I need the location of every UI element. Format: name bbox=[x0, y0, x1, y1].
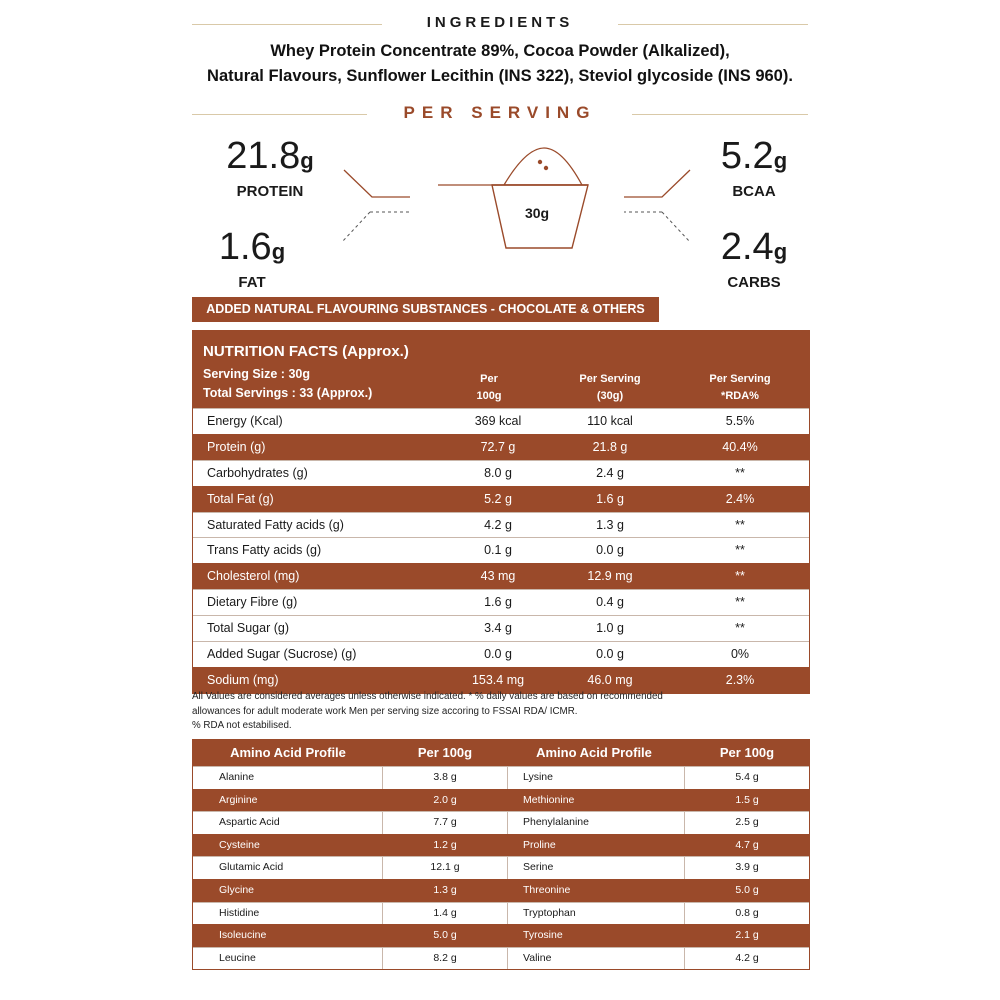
protein-label: PROTEIN bbox=[236, 183, 304, 200]
amino-value: 5.0 g bbox=[433, 929, 457, 942]
nutrition-footnote bbox=[192, 690, 808, 734]
col-rda bbox=[675, 371, 805, 405]
rda-value: ** bbox=[735, 595, 745, 610]
amino-value: 8.2 g bbox=[433, 951, 457, 964]
rda-value: ** bbox=[735, 621, 745, 636]
nutrient-name: Protein (g) bbox=[207, 439, 266, 454]
fat-label: FAT bbox=[238, 274, 266, 291]
per-100g-value: 369 kcal bbox=[474, 414, 522, 428]
amino-head-name-right: Amino Acid Profile bbox=[536, 745, 652, 760]
per-serving-value: 12.9 mg bbox=[587, 569, 633, 584]
per-serving-value: 2.4 g bbox=[596, 465, 624, 480]
per-100g-value: 0.1 g bbox=[484, 543, 512, 558]
amino-name: Arginine bbox=[219, 793, 258, 806]
flavouring-banner: ADDED NATURAL FLAVOURING SUBSTANCES - CHOCOLATE & OTHERS bbox=[192, 297, 659, 322]
amino-name: Proline bbox=[523, 838, 556, 851]
table-row bbox=[193, 460, 809, 486]
amino-name: Phenylalanine bbox=[523, 816, 589, 829]
amino-header bbox=[193, 740, 809, 766]
amino-body bbox=[193, 766, 809, 969]
amino-value: 2.5 g bbox=[735, 816, 759, 829]
nutrition-facts-table bbox=[192, 330, 810, 694]
amino-name: Methionine bbox=[523, 793, 575, 806]
footnote-line-1: All Values are considered averages unless otherwise indicated. * % daily values are based on recommended bbox=[192, 691, 663, 702]
table-row bbox=[193, 924, 809, 947]
total-servings: Total Servings : 33 (Approx.) bbox=[203, 386, 373, 400]
per-100g-value: 8.0 g bbox=[484, 465, 512, 480]
amino-value: 3.9 g bbox=[735, 861, 759, 874]
rda-value: 2.4% bbox=[725, 491, 755, 506]
amino-name: Alanine bbox=[219, 771, 255, 783]
table-row bbox=[193, 563, 809, 589]
col-per-serving-line1: Per Serving bbox=[579, 373, 641, 385]
rda-value: ** bbox=[735, 543, 745, 558]
per-100g-value: 4.2 g bbox=[484, 517, 512, 532]
table-row bbox=[193, 667, 809, 693]
table-row bbox=[193, 766, 809, 789]
amino-name: Aspartic Acid bbox=[219, 816, 280, 829]
amino-value: 5.0 g bbox=[735, 883, 759, 896]
col-rda-line1: Per Serving bbox=[709, 373, 771, 385]
amino-value: 1.2 g bbox=[433, 838, 457, 851]
amino-name: Serine bbox=[523, 861, 554, 874]
table-row bbox=[193, 641, 809, 667]
amino-acid-table bbox=[192, 739, 810, 970]
amino-value: 5.4 g bbox=[735, 771, 759, 783]
col-per-serving bbox=[545, 371, 675, 405]
amino-name: Valine bbox=[523, 951, 552, 964]
per-100g-value: 43 mg bbox=[480, 569, 516, 584]
footnote-line-2: allowances for adult moderate work Men per serving size accoring to FSSAI RDA/ ICMR. bbox=[192, 705, 578, 717]
nutrient-name: Carbohydrates (g) bbox=[207, 465, 308, 480]
scoop-label: 30g bbox=[524, 205, 550, 221]
table-row bbox=[193, 615, 809, 641]
nutrient-name: Total Fat (g) bbox=[207, 491, 274, 506]
amino-value: 12.1 g bbox=[430, 861, 460, 874]
table-row bbox=[193, 486, 809, 512]
per-100g-value: 72.7 g bbox=[480, 439, 516, 454]
per-serving-value: 0.0 g bbox=[596, 543, 624, 558]
table-row bbox=[193, 811, 809, 834]
per-serving-value: 0.4 g bbox=[596, 595, 624, 610]
amino-name: Tyrosine bbox=[523, 929, 563, 942]
serving-size: Serving Size : 30g bbox=[203, 367, 310, 381]
per-serving-value: 1.6 g bbox=[596, 491, 624, 506]
amino-name: Isoleucine bbox=[219, 929, 267, 942]
rda-value: 40.4% bbox=[722, 439, 758, 454]
amino-value: 1.4 g bbox=[433, 906, 457, 919]
nutrition-title: NUTRITION FACTS (Approx.) bbox=[203, 343, 409, 360]
nutrient-name: Total Sugar (g) bbox=[207, 621, 289, 636]
col-per-100g-line1: Per bbox=[480, 373, 498, 385]
rda-value: 5.5% bbox=[725, 414, 755, 428]
amino-value: 2.1 g bbox=[735, 929, 759, 942]
per-serving-title: PER SERVING bbox=[403, 103, 597, 122]
per-serving-value: 110 kcal bbox=[587, 414, 633, 428]
ingredients-line-1: Whey Protein Concentrate 89%, Cocoa Powder (Alkalized), bbox=[270, 42, 730, 60]
per-100g-value: 1.6 g bbox=[484, 595, 512, 610]
rda-value: ** bbox=[735, 569, 745, 584]
nutrient-name: Trans Fatty acids (g) bbox=[207, 543, 322, 558]
carbs-unit: g bbox=[773, 239, 788, 264]
col-per-100g bbox=[433, 371, 545, 405]
nutrient-name: Dietary Fibre (g) bbox=[207, 595, 298, 610]
amino-value: 3.8 g bbox=[433, 771, 457, 783]
amino-value: 7.7 g bbox=[433, 816, 457, 829]
carbs-value: 2.4 bbox=[720, 226, 774, 268]
amino-head-name-left: Amino Acid Profile bbox=[230, 745, 346, 760]
nutrient-name: Energy (Kcal) bbox=[207, 414, 283, 428]
fat-unit: g bbox=[271, 239, 286, 264]
per-100g-value: 153.4 mg bbox=[471, 672, 525, 687]
nutrient-name: Added Sugar (Sucrose) (g) bbox=[207, 647, 357, 662]
table-row bbox=[193, 879, 809, 902]
rda-value: 0% bbox=[730, 647, 750, 662]
per-serving-value: 0.0 g bbox=[596, 647, 624, 662]
bcaa-label: BCAA bbox=[732, 183, 776, 200]
fat-value: 1.6 bbox=[218, 226, 272, 268]
fat-block bbox=[218, 227, 286, 291]
per-100g-value: 3.4 g bbox=[484, 621, 512, 636]
table-row bbox=[193, 902, 809, 925]
carbs-label: CARBS bbox=[727, 274, 781, 291]
scoop-icon bbox=[438, 148, 588, 248]
col-per-serving-line2: (30g) bbox=[596, 390, 624, 402]
col-per-100g-line2: 100g bbox=[476, 390, 502, 402]
per-serving-value: 21.8 g bbox=[592, 439, 628, 454]
ingredients-line-2: Natural Flavours, Sunflower Lecithin (INS 322), Steviol glycoside (INS 960). bbox=[207, 67, 793, 85]
table-row bbox=[193, 856, 809, 879]
amino-value: 0.8 g bbox=[735, 906, 759, 919]
amino-head-value-left: Per 100g bbox=[417, 745, 473, 760]
protein-value: 21.8 bbox=[226, 135, 301, 177]
per-100g-value: 0.0 g bbox=[484, 647, 512, 662]
rda-value: 2.3% bbox=[725, 672, 755, 687]
nutrient-name: Cholesterol (mg) bbox=[207, 569, 300, 584]
amino-name: Tryptophan bbox=[523, 906, 576, 919]
amino-name: Cysteine bbox=[219, 838, 260, 851]
protein-unit: g bbox=[300, 148, 314, 173]
table-row bbox=[193, 434, 809, 460]
amino-name: Leucine bbox=[219, 951, 256, 964]
bcaa-value: 5.2 bbox=[720, 135, 774, 177]
nutrient-name: Saturated Fatty acids (g) bbox=[207, 517, 344, 532]
col-rda-line2: *RDA% bbox=[721, 390, 759, 402]
amino-name: Glycine bbox=[219, 883, 255, 896]
amino-name: Histidine bbox=[219, 906, 260, 919]
bcaa-unit: g bbox=[773, 148, 788, 173]
per-serving-value: 1.3 g bbox=[596, 517, 624, 532]
nutrient-name: Sodium (mg) bbox=[207, 672, 279, 687]
amino-value: 4.2 g bbox=[735, 951, 759, 964]
amino-name: Threonine bbox=[523, 883, 571, 896]
rda-value: ** bbox=[735, 517, 745, 532]
rda-value: ** bbox=[735, 465, 745, 480]
table-row bbox=[193, 789, 809, 812]
footnote-line-3: % RDA not estabilised. bbox=[192, 720, 292, 731]
bcaa-block bbox=[710, 136, 798, 200]
carbs-block bbox=[710, 227, 798, 291]
protein-block bbox=[214, 136, 326, 200]
per-serving-value: 1.0 g bbox=[596, 621, 624, 636]
amino-name: Glutamic Acid bbox=[219, 861, 284, 874]
amino-head-value-right: Per 100g bbox=[719, 745, 775, 760]
table-row bbox=[193, 537, 809, 563]
table-row bbox=[193, 589, 809, 615]
per-100g-value: 5.2 g bbox=[484, 491, 512, 506]
nutrition-header bbox=[193, 331, 809, 408]
table-row bbox=[193, 408, 809, 434]
amino-value: 2.0 g bbox=[433, 793, 457, 806]
amino-value: 4.7 g bbox=[735, 838, 759, 851]
table-row bbox=[193, 512, 809, 538]
amino-name: Lysine bbox=[523, 771, 553, 783]
amino-value: 1.3 g bbox=[433, 883, 457, 896]
table-row bbox=[193, 834, 809, 857]
table-row bbox=[193, 947, 809, 970]
amino-value: 1.5 g bbox=[735, 793, 759, 806]
ingredients-title: INGREDIENTS bbox=[426, 14, 574, 31]
scoop-illustration bbox=[330, 140, 700, 260]
per-serving-value: 46.0 mg bbox=[587, 672, 633, 687]
